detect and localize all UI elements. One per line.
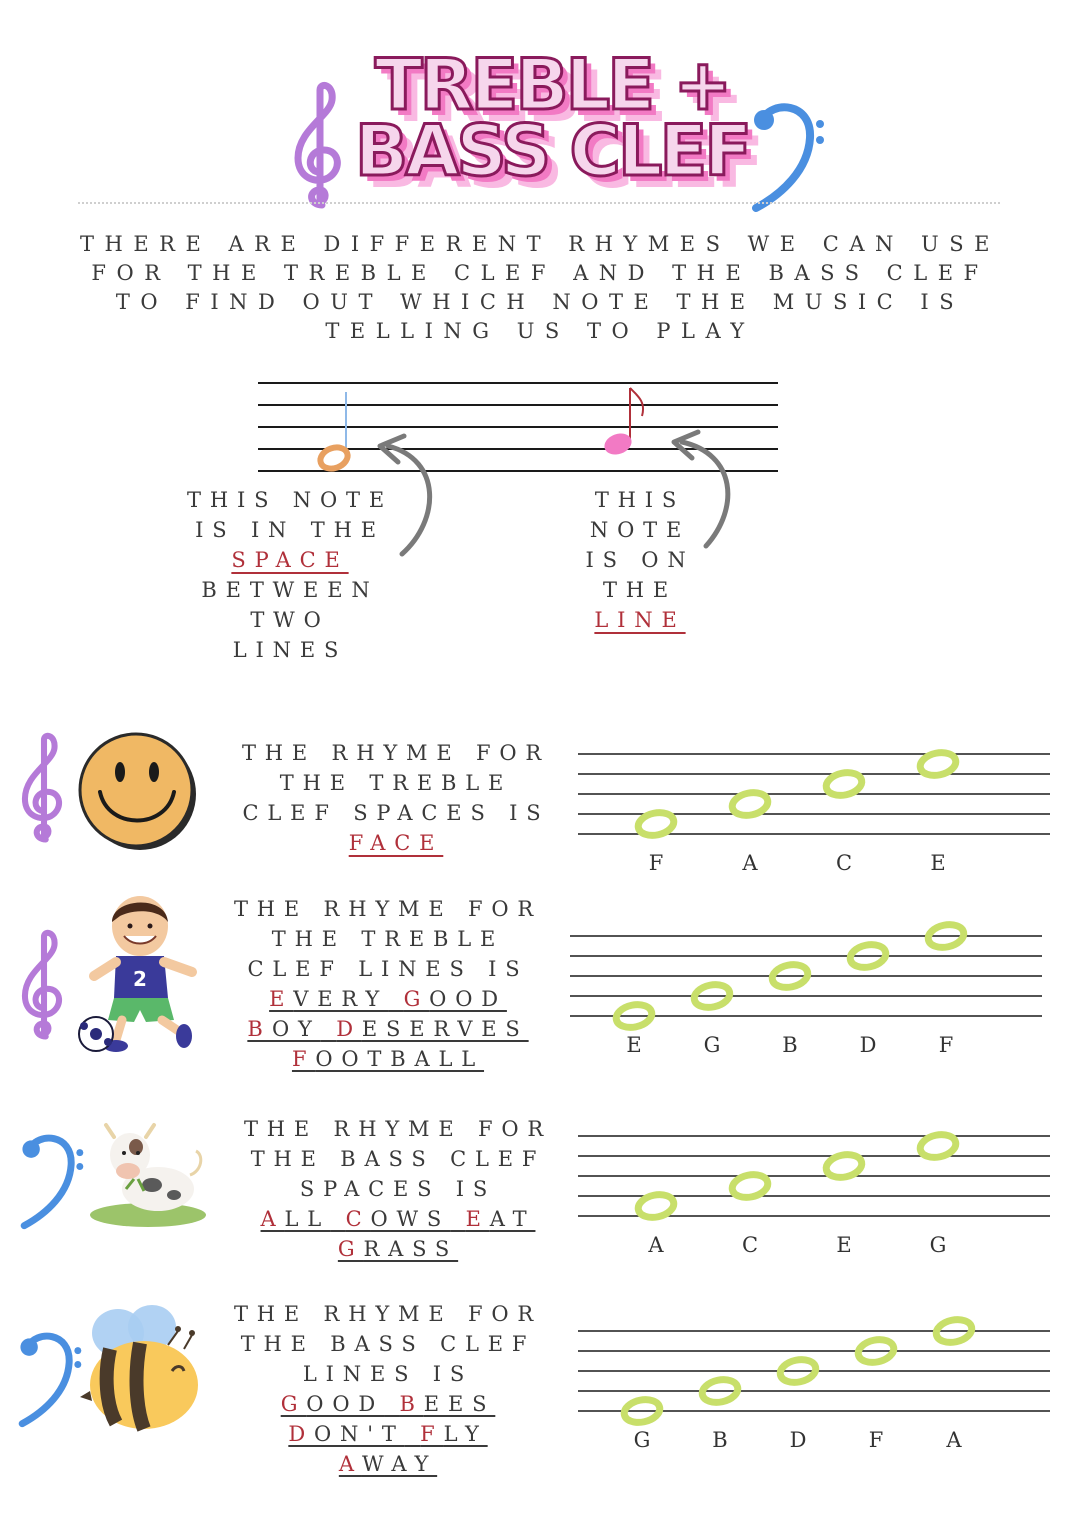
title-line-2: BASS CLEF [354,110,750,192]
rhyme-text [218,894,558,1074]
mnemonic: FOOTBALL [291,1047,485,1071]
note-label: F [868,1428,884,1452]
rhyme-line: THE TREBLE [279,771,513,795]
note-label: C [835,851,853,875]
mnemonic: EVERY GOOD [269,987,507,1011]
space-explanation [160,485,420,665]
rhyme-line: SPACES IS [299,1177,497,1201]
treble-clef-icon [18,725,70,850]
explain-line: NOTE [589,518,691,542]
note-label: G [929,1233,947,1257]
rhyme-line: CLEF SPACES IS [242,801,550,825]
title-divider [78,202,1000,204]
mnemonic: DON'T FLY [288,1422,488,1446]
intro-line: THERE ARE DIFFERENT RHYMES WE CAN USE [80,232,1000,256]
explain-line: TWO [250,608,330,632]
rhyme-line: THE RHYME FOR [241,741,551,765]
bass-clef-icon [748,98,828,213]
intro-text [60,230,1020,346]
line-explanation [540,485,740,635]
note-label: G [633,1428,651,1452]
note-label: E [930,851,946,875]
treble-clef-icon [290,80,350,210]
note-label: F [938,1033,954,1057]
line-note [601,388,643,458]
line-word: LINE [594,608,686,632]
header [0,40,1080,220]
space-word: SPACE [231,548,349,572]
note-label: A [648,1233,664,1257]
smiley-icon [78,730,198,852]
explain-line: THE [602,578,678,602]
svg-text:2: 2 [133,967,147,991]
rhyme-line: LINES IS [302,1362,474,1386]
note-label: D [789,1428,807,1452]
mnemonic: BOY DESERVES [247,1017,529,1041]
rhyme-text [228,1114,568,1264]
rhyme-line: THE RHYME FOR [233,1302,543,1326]
note-label: A [946,1428,962,1452]
staff-treble-lines [570,930,1044,1080]
rhyme-line: THE RHYME FOR [233,897,543,921]
note-label: C [741,1233,759,1257]
bee-icon [80,1305,205,1435]
note-label: F [648,851,664,875]
intro-line: TO FIND OUT WHICH NOTE THE MUSIC IS [115,290,965,314]
rhyme-line: THE BASS CLEF [240,1332,536,1356]
note-label: D [859,1033,877,1057]
title-line-1: TREBLE + [374,44,730,126]
note-label: G [703,1033,721,1057]
page-title [352,44,752,192]
mnemonic: AWAY [338,1452,438,1476]
note-label: E [836,1233,852,1257]
mnemonic: FACE [348,831,444,855]
mnemonic: ALL COWS EAT [260,1207,536,1231]
football-boy-icon [76,892,206,1057]
explain-line: LINES [232,638,348,662]
cow-icon [86,1115,211,1230]
note-label: E [626,1033,642,1057]
staff-treble-spaces [578,748,1052,878]
rhyme-text [226,738,566,858]
staff-bass-lines [578,1325,1052,1475]
rhyme-line: THE BASS CLEF [250,1147,546,1171]
mnemonic: GRASS [337,1237,459,1261]
bass-clef-icon [14,1328,86,1428]
mnemonic: GOOD BEES [280,1392,496,1416]
explain-line: BETWEEN [201,578,379,602]
note-label: B [712,1428,728,1452]
rhyme-line: THE TREBLE [271,927,505,951]
explain-line: THIS NOTE [187,488,393,512]
note-label: B [782,1033,798,1057]
explain-line: THIS [594,488,686,512]
intro-line: TELLING US TO PLAY [325,319,755,343]
intro-line: FOR THE TREBLE CLEF AND THE BASS CLEF [91,261,989,285]
treble-clef-icon [18,922,70,1047]
note-label: A [742,851,758,875]
staff-bass-spaces [578,1130,1052,1260]
rhyme-line: THE RHYME FOR [243,1117,553,1141]
explain-line: IS IN THE [195,518,385,542]
rhyme-text [218,1299,558,1479]
bass-clef-icon [16,1130,88,1230]
explain-line: IS ON [585,548,695,572]
rhyme-line: CLEF LINES IS [247,957,529,981]
